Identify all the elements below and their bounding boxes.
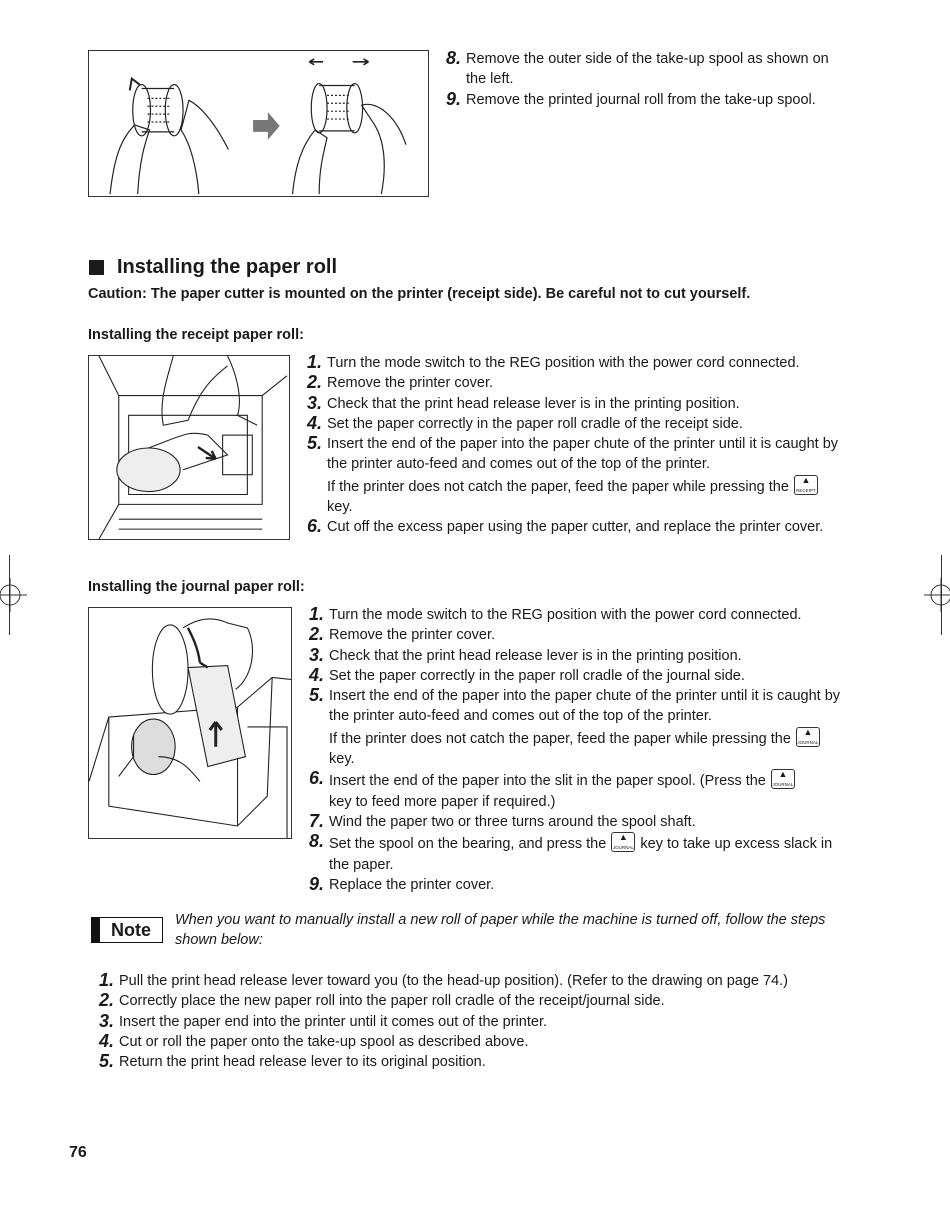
list-item: 3. Insert the paper end into the printer until it comes out of the printer. <box>99 1010 547 1031</box>
list-item: 2. Correctly place the new paper roll into the paper roll cradle of the receipt/journal side. <box>99 990 665 1011</box>
list-item: 3. Check that the print head release lever is in the printing position. <box>309 644 742 665</box>
list-item: 6. Insert the end of the paper into the slit in the paper spool. (Press the ▲ JOURNAL key to feed more paper if required.) <box>309 768 794 810</box>
list-item: 2. Remove the printer cover. <box>307 372 494 393</box>
journal-key-icon: ▲ JOURNAL <box>772 769 794 788</box>
caution-text: Caution: The paper cutter is mounted on the printer (receipt side). Be careful not to cut yourself. <box>88 286 751 302</box>
list-item: 7. Wind the paper two or three turns around the spool shaft. <box>309 810 696 831</box>
list-item: 3. Check that the print head release lever is in the printing position. <box>307 392 740 413</box>
journal-key-icon: ▲ JOURNAL <box>612 832 634 851</box>
note-text: When you want to manually install a new roll of paper while the machine is turned off, follow the steps shown below: <box>175 912 826 949</box>
list-item: 1. Turn the mode switch to the REG position with the power cord connected. <box>309 604 802 624</box>
list-item: 1. Pull the print head release lever toward you (to the head-up position). (Refer to the drawing on page 74.) <box>99 970 789 990</box>
journal-heading: Installing the journal paper roll: <box>88 579 305 595</box>
receipt-key-icon: ▲ RECEIPT <box>794 475 818 495</box>
list-item: 4. Cut or roll the paper onto the take-up spool as described above. <box>99 1030 529 1051</box>
section-heading <box>89 256 589 282</box>
list-item: 4. Set the paper correctly in the paper roll cradle of the receipt side. <box>307 412 743 433</box>
list-item: 8. Remove the outer side of the take-up spool as shown on the left. <box>446 48 829 88</box>
note-badge: Note <box>91 917 163 943</box>
registration-mark-right <box>924 578 950 612</box>
figure-receipt-roll <box>88 355 290 540</box>
receipt-steps <box>308 353 853 538</box>
journal-key-icon: ▲ JOURNAL <box>797 726 819 745</box>
registration-line-right <box>941 555 942 635</box>
figure-take-up-spool <box>88 50 429 197</box>
registration-mark-left <box>0 578 27 612</box>
list-item: 2. Remove the printer cover. <box>309 624 496 645</box>
figure-journal-roll <box>88 607 292 839</box>
list-item: 4. Set the paper correctly in the paper roll cradle of the journal side. <box>309 664 745 685</box>
page-number: 76 <box>69 1144 87 1161</box>
spool-removal-steps <box>447 49 847 110</box>
receipt-roll-illustration <box>89 356 289 539</box>
list-item: 9. Remove the printed journal roll from the take-up spool. <box>446 88 816 109</box>
square-bullet-icon <box>89 260 104 275</box>
journal-steps <box>310 605 855 895</box>
journal-roll-illustration <box>89 608 291 838</box>
list-item: 5. Insert the end of the paper into the paper chute of the printer until it is caught by the printer auto-feed and comes out of the top of the printer. If the printer does not catch the paper, feed the paper while pressing the ▲ JOURNAL key. <box>309 685 841 768</box>
list-item: 9. Replace the printer cover. <box>309 873 495 894</box>
list-item: 5. Return the print head release lever to its original position. <box>99 1051 486 1072</box>
list-item: 5. Insert the end of the paper into the paper chute of the printer until it is caught by the printer auto-feed and comes out of the top of the printer. If the printer does not catch the paper, feed the paper while pressing the ▲ RECEIPT key. <box>307 433 839 516</box>
registration-line-left <box>9 555 10 635</box>
section-title: Installing the paper roll <box>117 256 338 278</box>
list-item: 1. Turn the mode switch to the REG position with the power cord connected. <box>307 352 800 372</box>
receipt-heading: Installing the receipt paper roll: <box>88 327 304 343</box>
take-up-spool-illustration <box>89 51 428 196</box>
note-steps <box>100 971 860 1072</box>
list-item: 8. Set the spool on the bearing, and press the ▲ JOURNAL key to take up excess slack in the paper. <box>309 831 833 873</box>
list-item: 6. Cut off the excess paper using the paper cutter, and replace the printer cover. <box>307 516 824 537</box>
